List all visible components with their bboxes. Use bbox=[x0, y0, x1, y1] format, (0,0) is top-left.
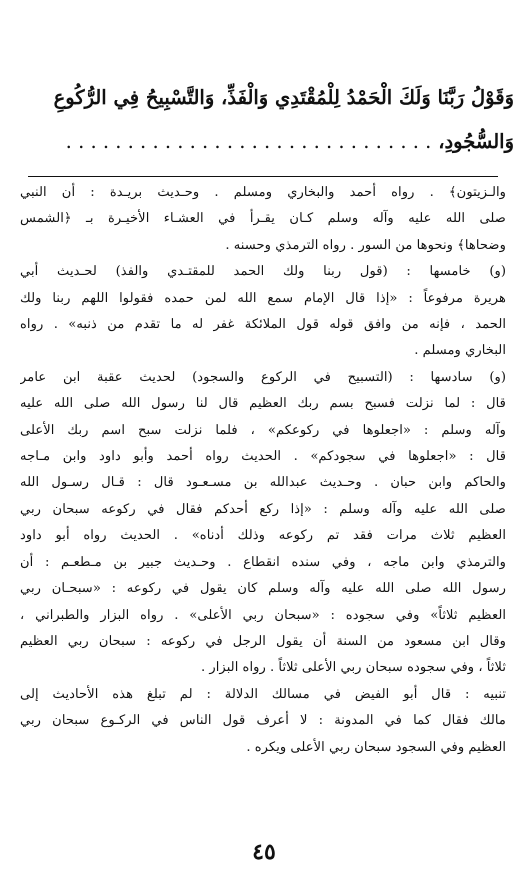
commentary-line: العظيم وفي السجود سبحان ربي الأعلى ويكره . bbox=[246, 739, 506, 755]
main-text-line-2 bbox=[22, 120, 514, 164]
commentary-line: والحاكم وابن حبان . وحـديث عبدالله بن مسـعـود قال : قـال رسـول الله bbox=[20, 475, 506, 491]
commentary-line: الحمد ، فإنه من وافق قوله قول الملائكة غفر له ما تقدم من ذنبه» . رواه bbox=[20, 317, 506, 333]
commentary-line: العظيم ثلاث مرات فقد تم ركوعه وذلك أدناه» . الحديث رواه أبو داود bbox=[20, 528, 506, 544]
commentary-line: (و) سادسها : (التسبيح في الركوع والسجود) لحديث عقبة ابن عامر bbox=[20, 369, 506, 385]
commentary-line: قال : «اجعلوها في سجودكم» . الحديث رواه أحمد وأبو داود وابن مـاجه bbox=[20, 449, 506, 465]
commentary-line: والـزيتون﴾ . رواه أحمد والبخاري ومسلم . وحـديث بريـدة : أن النبي bbox=[20, 185, 506, 200]
main-text bbox=[22, 76, 514, 164]
main-text-line-2-words: وَالسُّجُودِ، bbox=[438, 130, 514, 153]
commentary-line: تنبيه : قال أبو الفيض في مسالك الدلالة : لم تبلغ هذه الأحاديث إلى bbox=[20, 686, 506, 702]
filler-dots: . . . . . . . . . . . . . . . . . . . . . . . . . . . . . . bbox=[65, 130, 432, 153]
commentary-line: رسول الله صلى الله عليه وآله وسلم كان يقول في ركوعه : «سبحـان ربي bbox=[20, 581, 506, 597]
commentary-line: وآله وسلم : «اجعلوها في ركوعكم» ، فلما نزلت سبح اسم ربك الأعلى bbox=[20, 422, 506, 438]
commentary-line: صلى الله عليه وآله وسلم : «إذا ركع أحدكم فقال في ركوعه سبحان ربي bbox=[20, 501, 506, 517]
commentary-line: قال : لما نزلت فسبح بسم ربك العظيم قال لنا رسول الله صلى الله عليه bbox=[20, 396, 506, 412]
commentary bbox=[20, 180, 506, 761]
commentary-line: صلى الله عليه وآله وسلم كـان يقـرأ في العشـاء الأخيـرة بـ ﴿الشمس bbox=[20, 211, 506, 227]
commentary-line: ثلاثاً ، وفي سجوده سبحان ربي الأعلى ثلاثاً . رواه البزار . bbox=[201, 660, 506, 676]
commentary-line: والترمذي وابن ماجه ، وفي سنده انقطاع . وحـديث جبير بن مـطعـم : أن bbox=[20, 554, 506, 570]
commentary-line: هريرة مرفوعاً : «إذا قال الإمام سمع الله لمن حمده فقولوا اللهم ربنا ولك bbox=[20, 290, 506, 306]
commentary-line: (و) خامسها : (قول ربنا ولك الحمد للمقتـدي والفذ) لحـديث أبي bbox=[20, 264, 506, 280]
commentary-line: وضحاها﴾ ونحوها من السور . رواه الترمذي وحسنه . bbox=[225, 237, 506, 253]
main-text-line-1: وَقَوْلُ رَبَّنَا وَلَكَ الْحَمْدُ لِلْمُقْتَدِي وَالْفَذِّ، وَالتَّسْبِيحُ فِي الرُّكُوعِ bbox=[53, 86, 514, 109]
page-number: ٤٥ bbox=[252, 839, 276, 865]
commentary-line: البخاري ومسلم . bbox=[414, 343, 506, 359]
commentary-line: مالك فقال كما في المدونة : لا أعرف قول الناس في الركـوع سبحان ربي bbox=[20, 713, 506, 729]
commentary-line: وقال ابن مسعود من السنة أن يقول الرجل في ركوعه : سبحان ربي العظيم bbox=[20, 633, 506, 649]
separator-rule bbox=[28, 176, 498, 177]
commentary-line: العظيم ثلاثاً» وفي سجوده : «سبحان ربي الأعلى» . رواه البزار والطبراني ، bbox=[20, 607, 506, 623]
